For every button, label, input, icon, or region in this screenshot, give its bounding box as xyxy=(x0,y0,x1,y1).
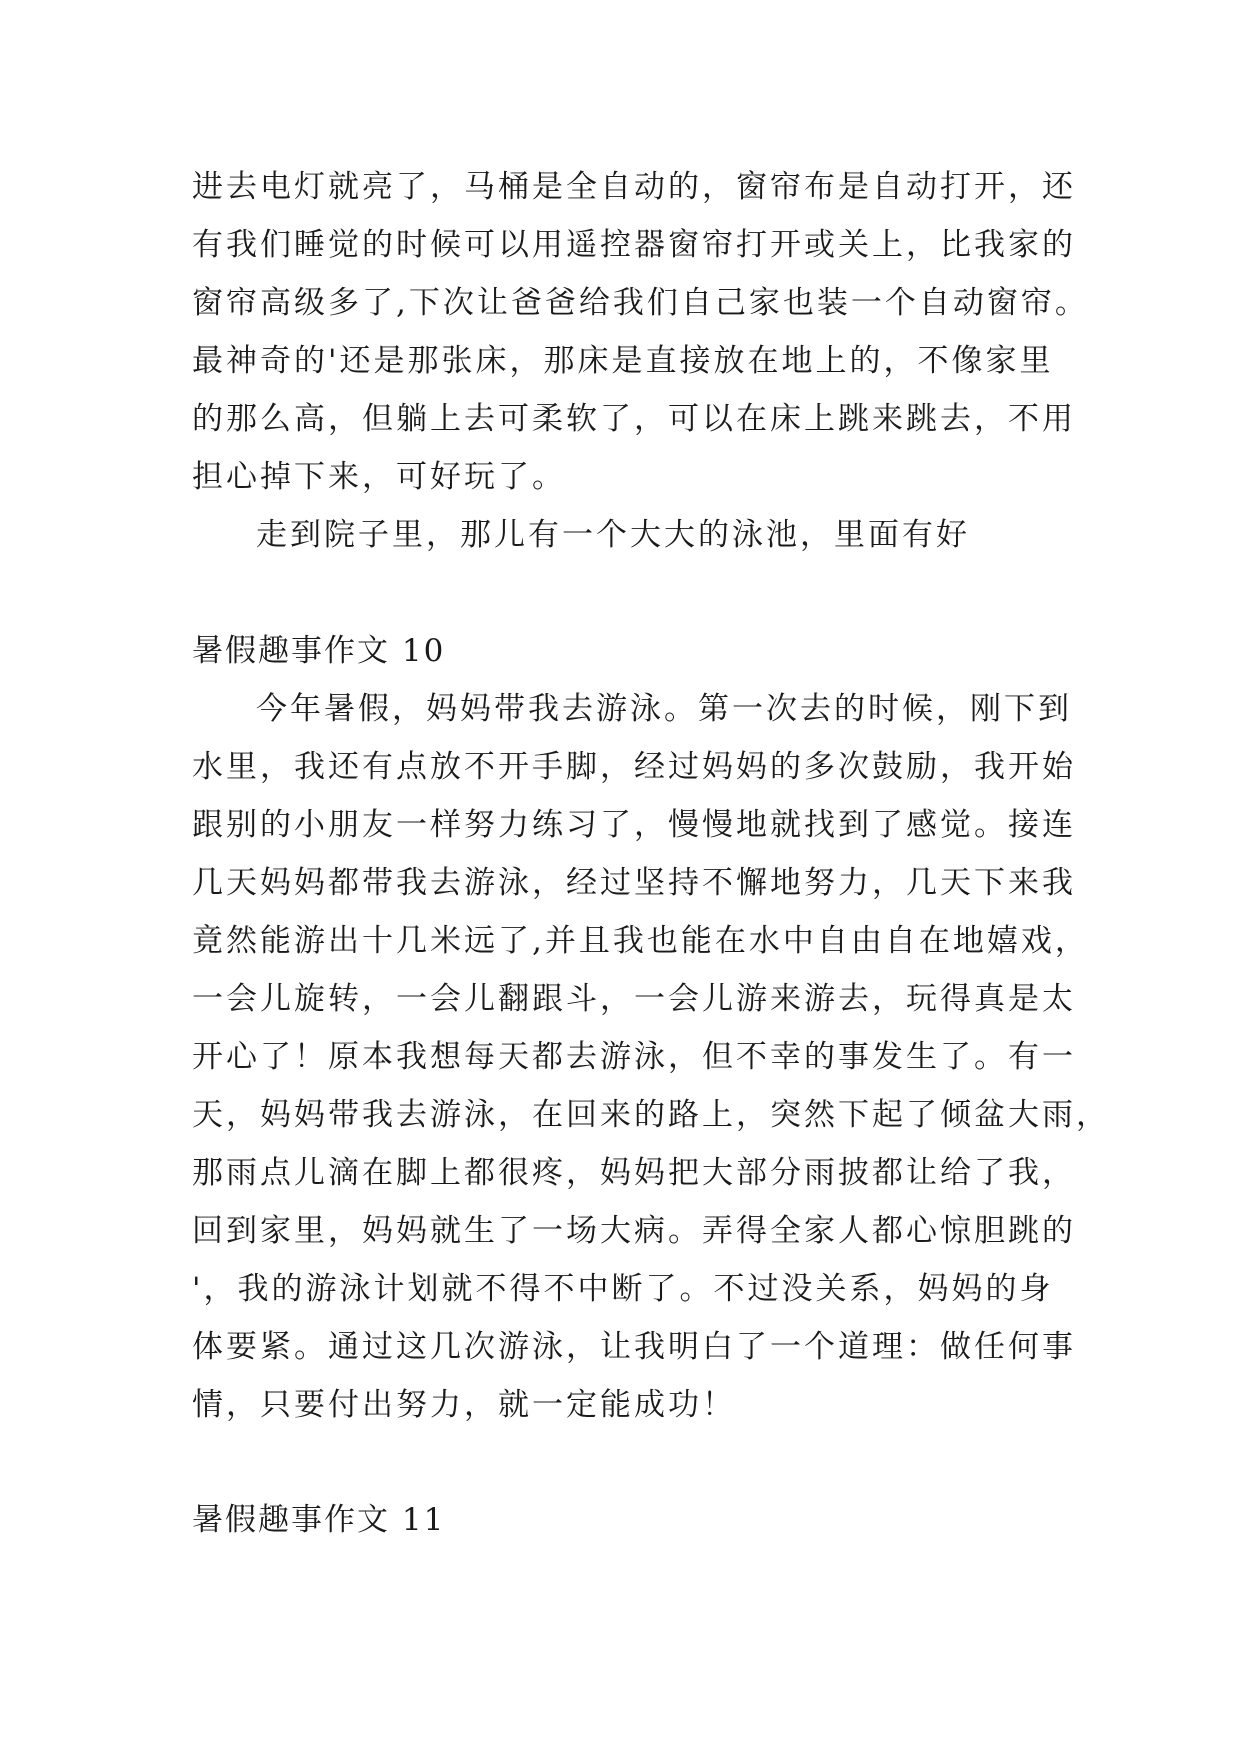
text-line: 几天妈妈都带我去游泳，经过坚持不懈地努力，几天下来我 xyxy=(192,865,1076,901)
text-line: 的那么高，但躺上去可柔软了，可以在床上跳来跳去，不用 xyxy=(192,401,1076,437)
text-line: 今年暑假，妈妈带我去游泳。第一次去的时候，刚下到 xyxy=(256,691,1072,727)
section-heading: 暑假趣事作文 11 xyxy=(192,1502,446,1538)
text-line: 体要紧。通过这几次游泳，让我明白了一个道理：做任何事 xyxy=(192,1329,1076,1365)
text-line: 担心掉下来，可好玩了。 xyxy=(192,459,566,495)
text-line: 一会儿旋转，一会儿翻跟斗，一会儿游来游去，玩得真是太 xyxy=(192,981,1076,1017)
text-line: 竟然能游出十几米远了,并且我也能在水中自由自在地嬉戏， xyxy=(192,923,1089,959)
section-heading: 暑假趣事作文 10 xyxy=(192,633,446,669)
text-line: 天，妈妈带我去游泳，在回来的路上，突然下起了倾盆大雨， xyxy=(192,1097,1110,1133)
text-line: 水里，我还有点放不开手脚，经过妈妈的多次鼓励，我开始 xyxy=(192,749,1076,785)
text-line: 有我们睡觉的时候可以用遥控器窗帘打开或关上，比我家的 xyxy=(192,227,1076,263)
text-line: 最神奇的'还是那张床，那床是直接放在地上的，不像家里 xyxy=(192,343,1054,379)
text-line: '，我的游泳计划就不得不中断了。不过没关系，妈妈的身 xyxy=(192,1271,1054,1307)
text-line: 情，只要付出努力，就一定能成功！ xyxy=(192,1387,736,1423)
text-line: 走到院子里，那儿有一个大大的泳池，里面有好 xyxy=(256,517,970,553)
text-line: 进去电灯就亮了，马桶是全自动的，窗帘布是自动打开，还 xyxy=(192,169,1076,205)
text-line: 那雨点儿滴在脚上都很疼，妈妈把大部分雨披都让给了我， xyxy=(192,1155,1076,1191)
text-line: 回到家里，妈妈就生了一场大病。弄得全家人都心惊胆跳的 xyxy=(192,1213,1076,1249)
text-line: 窗帘高级多了,下次让爸爸给我们自己家也装一个自动窗帘。 xyxy=(192,285,1089,321)
text-line: 跟别的小朋友一样努力练习了，慢慢地就找到了感觉。接连 xyxy=(192,807,1076,843)
text-line: 开心了！原本我想每天都去游泳，但不幸的事发生了。有一 xyxy=(192,1039,1076,1075)
